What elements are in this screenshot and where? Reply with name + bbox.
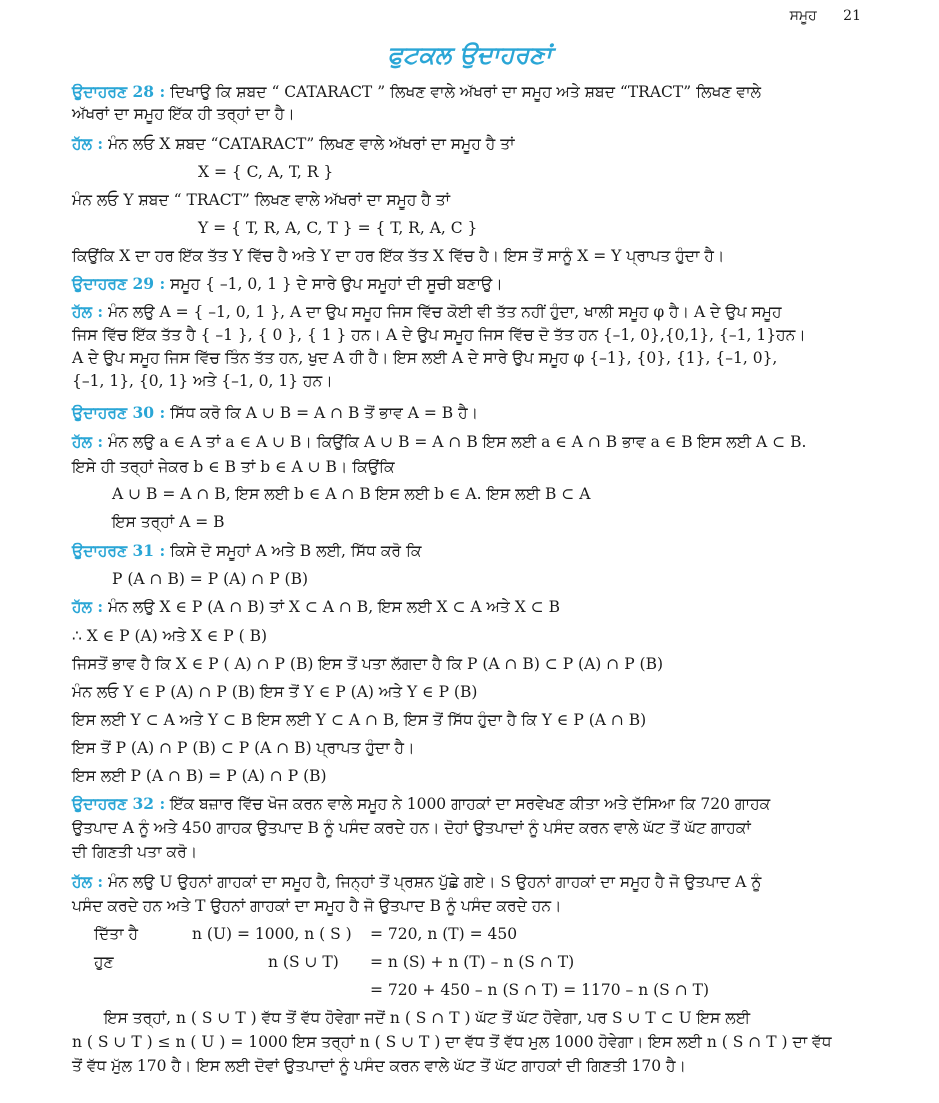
solution-label: ਹੱਲ : — [72, 432, 104, 451]
example-28-line-2: ਅੱਖਰਾਂ ਦਾ ਸਮੂਹ ਇੱਕ ਹੀ ਤਰ੍ਹਾਂ ਦਾ ਹੈ। — [72, 105, 295, 123]
example-30-label: ਉਦਾਹਰਣ 30 : — [72, 403, 166, 422]
solution-30-line-2: ਇਸੇ ਹੀ ਤਰ੍ਹਾਂ ਜੇਕਰ b ∈ B ਤਾਂ b ∈ A ∪ B। ਕਿਉਂਕਿ — [72, 458, 395, 476]
example-32-label: ਉਦਾਹਰਣ 32 : — [72, 794, 166, 813]
solution-31-line-7: ਇਸ ਲਈ P (A ∩ B) = P (A) ∩ P (B) — [72, 767, 327, 785]
solution-29-line-2: ਜਿਸ ਵਿੱਚ ਇੱਕ ਤੱਤ ਹੈ { –1 }, { 0 }, { 1 } ਹਨ। A ਦੇ ਉਪ ਸਮੂਹ ਜਿਸ ਵਿੱਚ ਦੋ ਤੱਤ ਹਨ {–1, 0},{0,1}, {–1, 1}ਹਨ। — [72, 326, 806, 344]
solution-31-line-2: ∴ X ∈ P (A) ਅਤੇ X ∈ P ( B) — [72, 627, 268, 645]
solution-label: ਹੱਲ : — [72, 597, 104, 616]
conclusion-line-2: n ( S ∪ T ) ≤ n ( U ) = 1000 ਇਸ ਤਰ੍ਹਾਂ n ( S ∪ T ) ਦਾ ਵੱਧ ਤੋਂ ਵੱਧ ਮੁਲ 1000 ਹੋਵੇਗਾ। ਇਸ ਲਈ n ( S ∩ T ) ਦਾ ਵੱਧ — [72, 1033, 832, 1051]
solution-28-line-5: ਕਿਉਂਕਿ X ਦਾ ਹਰ ਇੱਕ ਤੱਤ Y ਵਿੱਚ ਹੈ ਅਤੇ Y ਦਾ ਹਰ ਇੱਕ ਤੱਤ X ਵਿੱਚ ਹੈ। ਇਸ ਤੋਂ ਸਾਨੂੰ X = Y ਪ੍ਰਾਪਤ ਹੁੰਦਾ ਹੈ। — [72, 247, 725, 265]
example-31-line-1: ਉਦਾਹਰਣ 31 : ਕਿਸੇ ਦੋ ਸਮੂਹਾਂ A ਅਤੇ B ਲਈ, ਸਿੱਧ ਕਰੋ ਕਿ — [72, 541, 422, 560]
solution-28-line-3: ਮੰਨ ਲਓ Y ਸ਼ਬਦ “ TRACT” ਲਿਖਣ ਵਾਲੇ ਅੱਖਰਾਂ ਦਾ ਸਮੂਹ ਹੈ ਤਾਂ — [72, 191, 451, 209]
solution-32-line-1: ਹੱਲ : ਮੰਨ ਲਉ U ਉਹਨਾਂ ਗਾਹਕਾਂ ਦਾ ਸਮੂਹ ਹੈ, ਜਿਨ੍ਹਾਂ ਤੋਂ ਪ੍ਰਸ਼ਨ ਪੁੱਛੇ ਗਏ। S ਉਹਨਾਂ ਗਾਹਕਾਂ ਦਾ ਸਮੂਹ ਹੈ ਜੋ ਉਤਪਾਦ A ਨੂੰ — [72, 872, 762, 891]
solution-28-line-1: ਹੱਲ : ਮੰਨ ਲਓ X ਸ਼ਬਦ “CATARACT” ਲਿਖਣ ਵਾਲੇ ਅੱਖਰਾਂ ਦਾ ਸਮੂਹ ਹੈ ਤਾਂ — [72, 134, 515, 153]
solution-30-line-4: ਇਸ ਤਰ੍ਹਾਂ A = B — [112, 513, 225, 531]
solution-label: ਹੱਲ : — [72, 134, 104, 153]
now-rhs-1: = n (S) + n (T) – n (S ∩ T) — [370, 953, 575, 971]
example-29-line-1: ਉਦਾਹਰਣ 29 : ਸਮੂਹ { –1, 0, 1 } ਦੇ ਸਾਰੇ ਉਪ ਸਮੂਹਾਂ ਦੀ ਸੂਚੀ ਬਣਾਉ। — [72, 274, 503, 293]
example-29-label: ਉਦਾਹਰਣ 29 : — [72, 274, 166, 293]
example-28-label: ਉਦਾਹਰਣ 28 : — [72, 82, 166, 101]
example-30-line-1: ਉਦਾਹਰਣ 30 : ਸਿੱਧ ਕਰੋ ਕਿ A ∪ B = A ∩ B ਤੋਂ ਭਾਵ A = B ਹੈ। — [72, 403, 479, 422]
example-32-line-1: ਉਦਾਹਰਣ 32 : ਇੱਕ ਬਜ਼ਾਰ ਵਿੱਚ ਖੋਜ ਕਰਨ ਵਾਲੇ ਸਮੂਹ ਨੇ 1000 ਗਾਹਕਾਂ ਦਾ ਸਰਵੇਖਣ ਕੀਤਾ ਅਤੇ ਦੱਸਿਆ ਕਿ 720 ਗਾਹਕ — [72, 794, 771, 813]
section-title: ਫੁਟਕਲ ਉਦਾਹਰਣਾਂ — [387, 40, 552, 69]
example-31-label: ਉਦਾਹਰਣ 31 : — [72, 541, 166, 560]
solution-label: ਹੱਲ : — [72, 872, 104, 891]
example-32-line-2: ਉਤਪਾਦ A ਨੂੰ ਅਤੇ 450 ਗਾਹਕ ਉਤਪਾਦ B ਨੂੰ ਪਸੰਦ ਕਰਦੇ ਹਨ। ਦੋਹਾਂ ਉਤਪਾਦਾਂ ਨੂੰ ਪਸੰਦ ਕਰਨ ਵਾਲੇ ਘੱਟ ਤੋਂ ਘੱਟ ਗਾਹਕਾਂ — [72, 819, 751, 837]
now-label: ਹੁਣ — [94, 953, 114, 971]
solution-31-line-6: ਇਸ ਤੋਂ P (A) ∩ P (B) ⊂ P (A ∩ B) ਪ੍ਰਾਪਤ ਹੁੰਦਾ ਹੈ। — [72, 739, 415, 757]
solution-28-line-2: X = { C, A, T, R } — [198, 163, 334, 181]
solution-29-line-4: {–1, 1}, {0, 1} ਅਤੇ {–1, 0, 1} ਹਨ। — [72, 372, 333, 390]
given-rhs: = 720, n (T) = 450 — [370, 925, 518, 943]
solution-30-line-3: A ∪ B = A ∩ B, ਇਸ ਲਈ b ∈ A ∩ B ਇਸ ਲਈ b ∈ A. ਇਸ ਲਈ B ⊂ A — [112, 485, 591, 503]
conclusion-line-1: ਇਸ ਤਰ੍ਹਾਂ, n ( S ∪ T ) ਵੱਧ ਤੋਂ ਵੱਧ ਹੋਵੇਗਾ ਜਦੋਂ n ( S ∩ T ) ਘੱਟ ਤੋਂ ਘੱਟ ਹੋਵੇਗਾ, ਪਰ S ∪ T ⊂ U ਇਸ ਲਈ — [104, 1009, 751, 1027]
example-31-line-2: P (A ∩ B) = P (A) ∩ P (B) — [112, 570, 309, 588]
running-header — [768, 8, 861, 24]
given-lhs: n (U) = 1000, n ( S ) — [192, 925, 352, 943]
solution-29-line-1: ਹੱਲ : ਮੰਨ ਲਉ A = { –1, 0, 1 }, A ਦਾ ਉਪ ਸਮੂਹ ਜਿਸ ਵਿੱਚ ਕੋਈ ਵੀ ਤੱਤ ਨਹੀਂ ਹੁੰਦਾ, ਖਾਲੀ ਸਮੂਹ φ ਹੈ। A ਦੇ ਉਪ ਸਮੂਹ — [72, 302, 782, 321]
solution-32-line-2: ਪਸੰਦ ਕਰਦੇ ਹਨ ਅਤੇ T ਉਹਨਾਂ ਗਾਹਕਾਂ ਦਾ ਸਮੂਹ ਹੈ ਜੋ ਉਤਪਾਦ B ਨੂੰ ਪਸੰਦ ਕਰਦੇ ਹਨ। — [72, 897, 562, 915]
solution-29-line-3: A ਦੇ ਉਪ ਸਮੂਹ ਜਿਸ ਵਿੱਚ ਤਿੰਨ ਤੱਤ ਹਨ, ਖੁਦ A ਹੀ ਹੈ। ਇਸ ਲਈ A ਦੇ ਸਾਰੇ ਉਪ ਸਮੂਹ φ {–1}, {0}, {1}, {–1, 0}, — [72, 349, 778, 367]
solution-31-line-4: ਮੰਨ ਲਓ Y ∈ P (A) ∩ P (B) ਇਸ ਤੋਂ Y ∈ P (A) ਅਤੇ Y ∈ P (B) — [72, 683, 478, 701]
solution-28-line-4: Y = { T, R, A, C, T } = { T, R, A, C } — [198, 219, 478, 237]
solution-31-line-1: ਹੱਲ : ਮੰਨ ਲਉ X ∈ P (A ∩ B) ਤਾਂ X ⊂ A ∩ B, ਇਸ ਲਈ X ⊂ A ਅਤੇ X ⊂ B — [72, 597, 560, 616]
solution-30-line-1: ਹੱਲ : ਮੰਨ ਲਉ a ∈ A ਤਾਂ a ∈ A ∪ B। ਕਿਉਂਕਿ A ∪ B = A ∩ B ਇਸ ਲਈ a ∈ A ∩ B ਭਾਵ a ∈ B ਇਸ ਲਈ A ⊂ B. — [72, 432, 807, 451]
example-28-line-1: ਉਦਾਹਰਣ 28 : ਦਿਖਾਉ ਕਿ ਸ਼ਬਦ “ CATARACT ” ਲਿਖਣ ਵਾਲੇ ਅੱਖਰਾਂ ਦਾ ਸਮੂਹ ਅਤੇ ਸ਼ਬਦ “TRACT” ਲਿਖਣ ਵਾਲੇ — [72, 82, 762, 101]
given-label: ਦਿੱਤਾ ਹੈ — [94, 925, 139, 943]
chapter-name: ਸਮੂਹ — [789, 8, 817, 24]
example-32-line-3: ਦੀ ਗਿਣਤੀ ਪਤਾ ਕਰੋ। — [72, 843, 198, 861]
now-lhs: n (S ∪ T) — [268, 953, 339, 971]
page-number: 21 — [843, 8, 861, 24]
solution-31-line-3: ਜਿਸਤੋਂ ਭਾਵ ਹੈ ਕਿ X ∈ P ( A) ∩ P (B) ਇਸ ਤੋਂ ਪਤਾ ਲੱਗਦਾ ਹੈ ਕਿ P (A ∩ B) ⊂ P (A) ∩ P (B) — [72, 655, 664, 673]
solution-31-line-5: ਇਸ ਲਈ Y ⊂ A ਅਤੇ Y ⊂ B ਇਸ ਲਈ Y ⊂ A ∩ B, ਇਸ ਤੋਂ ਸਿੱਧ ਹੁੰਦਾ ਹੈ ਕਿ Y ∈ P (A ∩ B) — [72, 711, 647, 729]
conclusion-line-3: ਤੋਂ ਵੱਧ ਮੁੱਲ 170 ਹੈ। ਇਸ ਲਈ ਦੋਵਾਂ ਉਤਪਾਦਾਂ ਨੂੰ ਪਸੰਦ ਕਰਨ ਵਾਲੇ ਘੱਟ ਤੋਂ ਘੱਟ ਗਾਹਕਾਂ ਦੀ ਗਿਣਤੀ 170 ਹੈ। — [72, 1057, 686, 1075]
now-rhs-2: = 720 + 450 – n (S ∩ T) = 1170 – n (S ∩ T) — [370, 981, 710, 999]
solution-label: ਹੱਲ : — [72, 302, 104, 321]
